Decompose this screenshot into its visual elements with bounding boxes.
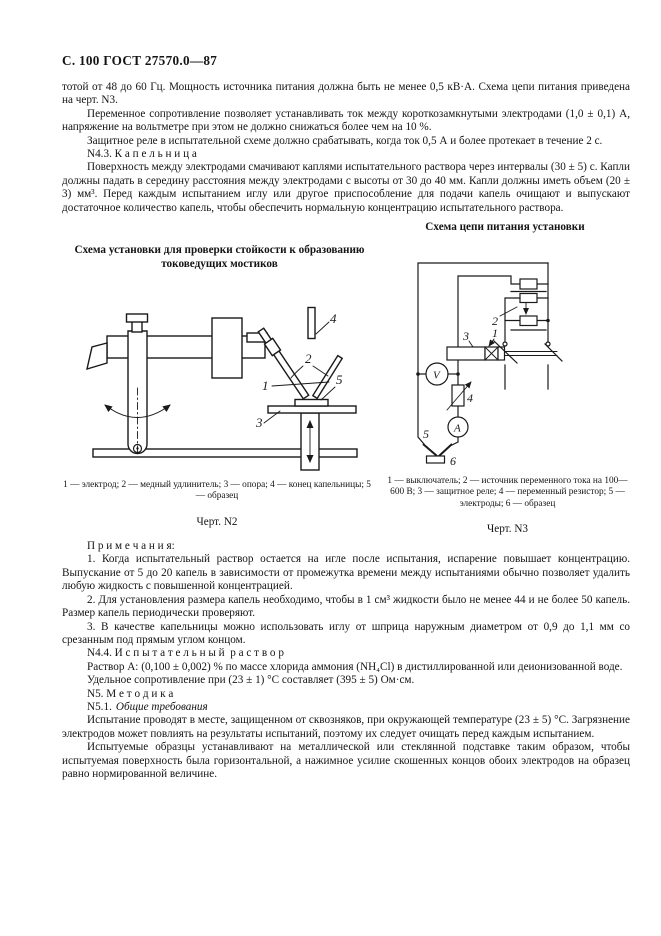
callout-5: 5 [336, 372, 343, 388]
winding-3 [520, 316, 537, 326]
callout-3: 3 [256, 415, 263, 431]
figure-n2-diagram [52, 286, 380, 481]
figure-n2-caption: 1 — электрод; 2 — медный удлинитель; 3 — опора; 4 — конец капельницы; 5 — образец [63, 480, 371, 502]
intro-paragraph-3: Защитное реле в испытательной схеме должно срабатывать, когда ток 0,5 А и более протекает в течение 2 с. [87, 134, 603, 147]
heading-n5-1 [62, 701, 630, 714]
notes-heading: П р и м е ч а н и я: [87, 540, 175, 553]
note-1: 1. Когда испытательный раствор остается на игле после испытания, испарение повышает концентрацию. Выпускание от 5 до 20 капель в зависимости от промежутка времени между испытаниями обычно позволяет удалить любую жидкость с повышенной концентрацией. [62, 553, 630, 593]
note-2: 2. Для установления размера капель необходимо, чтобы в 1 см³ жидкости было не менее 44 и не более 50 капель. Размер капель периодически проверяют. [62, 593, 630, 620]
callout-2: 2 [305, 351, 312, 367]
callout-1: 1 [262, 378, 269, 394]
figure-n3-callouts [423, 307, 517, 468]
heading-n5-1-title: Общие требования [115, 700, 208, 713]
intro-paragraph-1: тотой от 48 до 60 Гц. Мощность источника питания должна быть не менее 0,5 кВ·А. Схема цепи питания приведена на черт. N3. [62, 81, 630, 107]
heading-n4-4: N4.4. И с п ы т а т е л ь н ы й р а с т в о р [87, 647, 284, 660]
figure-n2-title: Схема установки для проверки стойкости к образованию токоведущих мостиков [74, 244, 365, 270]
ammeter [448, 417, 468, 437]
figure-n3-diagram [398, 252, 638, 480]
resistivity-paragraph: Удельное сопротивление при (23 ± 1) °С составляет (395 ± 5) Ом·см. [87, 674, 415, 687]
callout-6: 6 [450, 454, 456, 469]
switch-contact-left [503, 342, 507, 346]
heading-n5-1-number: N5.1. [87, 700, 112, 713]
protective-relay [447, 347, 505, 360]
test-electrodes [423, 444, 452, 463]
callout-1: 1 [492, 326, 498, 341]
note-3: 3. В качестве капельницы можно использовать иглу от шприца наружным диаметром от 0,9 до 1,1 мм со срезанным под прямым углом концом. [62, 620, 630, 646]
mains-terminals [505, 365, 548, 389]
adjust-screw-cap [127, 314, 148, 322]
counterweight-block [212, 318, 242, 378]
general-paragraph-1: Испытание проводят в месте, защищенном от сквозняков, при окружающей температуре (23 ± 5) °С. Загрязнение электродов может повлиять на результаты испытаний, поэтому их следует очищать перед каждым испытанием. [62, 714, 630, 740]
dropper-tip [308, 308, 315, 339]
voltmeter [416, 363, 460, 385]
voltmeter-letter: V [433, 369, 440, 382]
junction-dot [546, 319, 550, 323]
circuit-sample [427, 456, 445, 463]
ammeter-letter: A [454, 422, 461, 435]
intro-paragraph-2: Переменное сопротивление позволяет устанавливать ток между короткозамкнутыми электродами (1,0 ± 0,1) А, напряжение на вольтметре при этом не должно снижаться более чем на 10 %. [62, 107, 630, 134]
sample-support [268, 400, 356, 471]
winding-1 [520, 279, 537, 289]
figures-area [62, 220, 630, 540]
callout-5: 5 [423, 427, 429, 442]
solution-paragraph: Раствор А: (0,100 ± 0,002) % по массе хлорида аммония (NH₄Cl) в дистиллированной или деионизованной воде. [87, 660, 623, 673]
figure-n3-label: Черт. N3 [487, 523, 528, 536]
general-paragraph-2: Испытуемые образцы устанавливают на металлической или стеклянной подставке таким образом, чтобы испытуемая поверхность была горизонтальной, а нажимное усилие скошенных концов обоих электродов на образец равно нормированной величине. [62, 741, 630, 780]
heading-n4-3: N4.3. К а п е л ь н и ц а [87, 148, 197, 161]
figure-n3-caption: 1 — выключатель; 2 — источник переменного тока на 100—600 В; 3 — защитное реле; 4 — переменный резистор; 5 — электроды; 6 — образец [387, 476, 628, 509]
intro-paragraph-4: Поверхность между электродами смачивают каплями испытательного раствора через интервалы (30 ± 5) с. Капли должны падать в середину расстояния между электродами с высоты от 30 до 40 мм. Капли должны иметь объем (20 ± 3) мм³. Перед каждым испытанием иглу или другое приспособление для подачи капель очищают и выпускают достаточное количество капель, чтобы обеспечить нормальную концентрацию испытательного раствора. [62, 161, 630, 214]
electrode-bars [258, 328, 342, 399]
callout-3: 3 [463, 329, 469, 344]
figure-n3-heading: Схема цепи питания установки [425, 221, 585, 234]
callout-2: 2 [492, 314, 498, 329]
figure-n2-label: Черт. N2 [196, 516, 238, 529]
switch-linkage [505, 352, 558, 356]
callout-4: 4 [467, 391, 473, 406]
ac-source-transformer [511, 279, 550, 330]
page-header: С. 100 ГОСТ 27570.0—87 [62, 53, 218, 68]
sample [295, 400, 328, 407]
support-plate [268, 406, 356, 413]
beam-left-end [87, 343, 107, 369]
heading-n5: N5. М е т о д и к а [87, 687, 174, 700]
callout-4: 4 [330, 311, 337, 327]
winding-2 [520, 294, 537, 303]
pivot-arm [105, 314, 242, 454]
